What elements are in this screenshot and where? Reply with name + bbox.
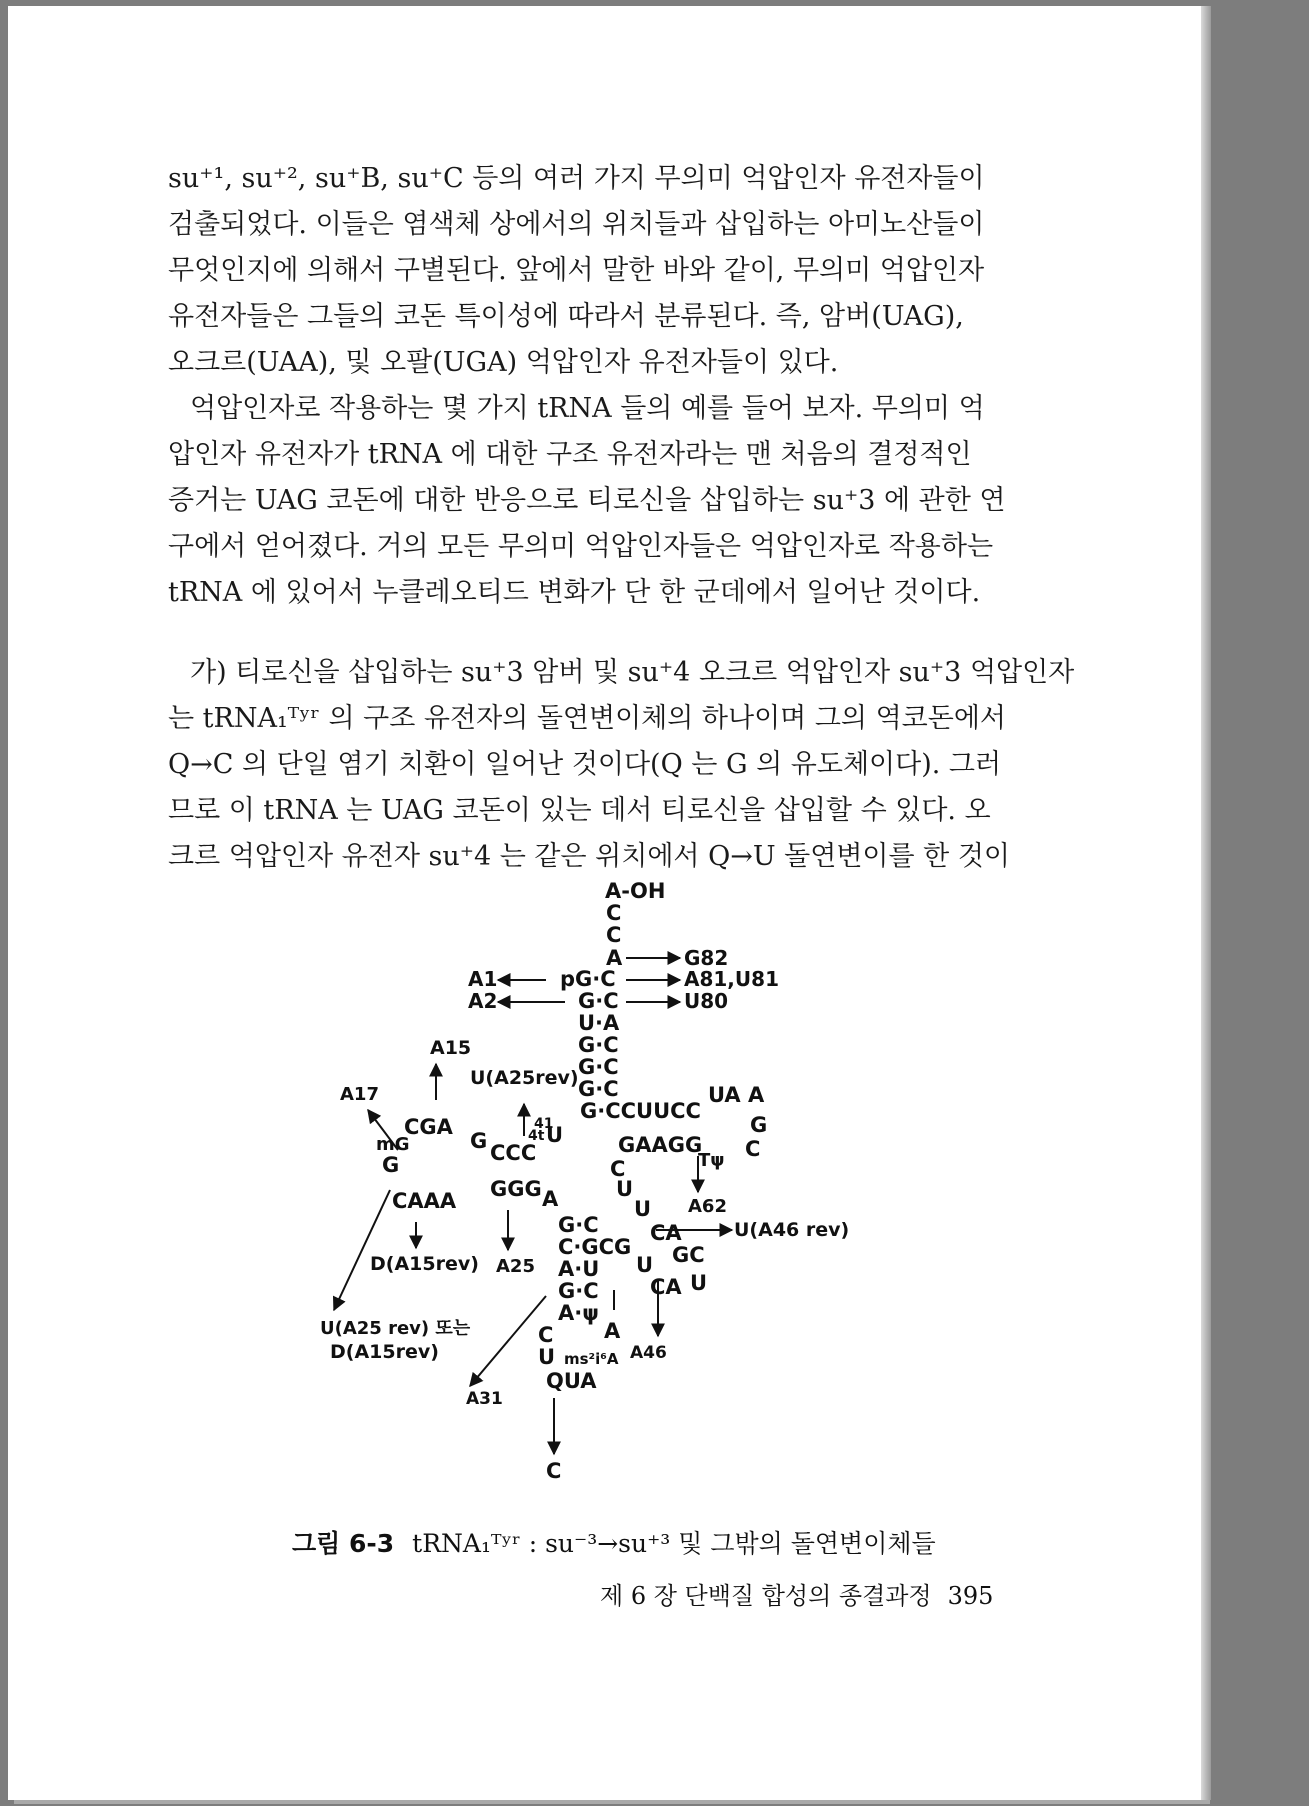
text-line: tRNA 에 있어서 누클레오티드 변화가 단 한 군데에서 일어난 것이다. — [168, 577, 981, 608]
trna-structure-diagram — [320, 870, 880, 1490]
label-a1: A1 — [468, 967, 498, 991]
arrow-u25d — [334, 1190, 390, 1310]
label-a2: A2 — [468, 989, 498, 1013]
label-apsi: A·ψ — [558, 1301, 599, 1325]
label-cu1: C — [610, 1157, 626, 1181]
label-u-var: U — [636, 1253, 654, 1277]
text-line: 압인자 유전자가 tRNA 에 대한 구조 유전자라는 맨 처음의 결정적인 — [168, 439, 972, 470]
text-line: 오크르(UAA), 및 오팔(UGA) 억압인자 유전자들이 있다. — [168, 347, 839, 378]
text-line: 구에서 얻어졌다. 거의 모든 무의미 억압인자들은 억압인자로 작용하는 — [168, 531, 994, 562]
label-u-41: U — [546, 1123, 564, 1147]
page-footer — [600, 1576, 993, 1611]
label-gaagg: GAAGG — [618, 1133, 703, 1157]
label-a62: A62 — [688, 1196, 727, 1217]
label-c2: C — [606, 923, 622, 947]
text-line: Q→C 의 단일 염기 치환이 일어난 것이다(Q 는 G 의 유도체이다). 그러 — [168, 749, 1002, 780]
label-a31: A31 — [466, 1389, 503, 1409]
label-d15: D(A15rev) — [370, 1253, 479, 1275]
text-line: 크르 억압인자 유전자 su⁺4 는 같은 위치에서 Q→U 돌연변이를 한 것이 — [168, 841, 1010, 872]
label-a81: A81,U81 — [684, 967, 779, 991]
label-ccc: CCC — [490, 1141, 537, 1165]
label-c-ac: C — [538, 1323, 554, 1347]
label-gc6: G·C — [558, 1213, 599, 1237]
label-mg: mG — [376, 1134, 410, 1155]
text-line: 는 tRNA₁ᵀʸʳ 의 구조 유전자의 돌연변이체의 하나이며 그의 역코돈에서 — [168, 703, 1006, 734]
label-a-ac: A — [604, 1319, 621, 1343]
label-cu2: U — [616, 1177, 634, 1201]
label-ua-loop: UA A — [708, 1083, 765, 1107]
label-aoh: A-OH — [605, 879, 666, 903]
label-c-loop: C — [745, 1137, 761, 1161]
label-d41b: 4t — [528, 1128, 545, 1144]
text-line: 억압인자로 작용하는 몇 가지 tRNA 들의 예를 들어 보자. 무의미 억 — [190, 393, 985, 424]
label-u-ac: U — [538, 1345, 556, 1369]
label-a46: A46 — [630, 1343, 667, 1363]
label-d15b: D(A15rev) — [330, 1341, 439, 1363]
label-pg: pG·C — [560, 967, 616, 991]
label-cgc: C·GCG — [558, 1235, 632, 1259]
chapter-title: 제 6 장 단백질 합성의 종결과정 — [600, 1582, 932, 1610]
label-cga: CGA — [404, 1115, 453, 1139]
label-a25: A25 — [496, 1256, 535, 1277]
label-gc7: G·C — [558, 1279, 599, 1303]
text-line: 므로 이 tRNA 는 UAG 코돈이 있는 데서 티로신을 삽입할 수 있다. 오 — [168, 795, 991, 826]
text-line: 증거는 UAG 코돈에 대한 반응으로 티로신을 삽입하는 su⁺3 에 관한 연 — [168, 485, 1006, 516]
label-ggg: GGG — [490, 1177, 542, 1201]
text-line: 검출되었다. 이들은 염색체 상에서의 위치들과 삽입하는 아미노산들이 — [168, 209, 985, 240]
label-gc5: G·C — [578, 1077, 619, 1101]
label-gc3: G·C — [578, 1033, 619, 1057]
figure-label: 그림 6-3 — [292, 1529, 395, 1558]
label-u-var2: U — [690, 1271, 708, 1295]
label-g-d: G — [470, 1129, 488, 1153]
arrow-a31 — [470, 1296, 546, 1386]
label-g82: G82 — [684, 946, 729, 970]
label-ca-var: CA — [650, 1221, 682, 1245]
label-ms: ms²i⁶A — [564, 1350, 619, 1368]
label-gc2: G·C — [578, 989, 619, 1013]
label-gc4: G·C — [578, 1055, 619, 1079]
label-qua: QUA — [546, 1369, 597, 1393]
text-line: 무엇인지에 의해서 구별된다. 앞에서 말한 바와 같이, 무의미 억압인자 — [168, 255, 985, 286]
label-au: A·U — [558, 1257, 600, 1281]
page-number: 395 — [947, 1582, 994, 1610]
label-caaa: CAAA — [392, 1189, 457, 1213]
label-g-left: G — [382, 1153, 400, 1177]
label-u25: U(A25rev) — [470, 1067, 579, 1089]
label-ca2: CA — [650, 1275, 682, 1299]
label-a-acc: A — [606, 946, 623, 970]
label-g-loop: G — [750, 1113, 768, 1137]
figure-caption — [292, 1524, 936, 1560]
page-edge — [1201, 6, 1211, 1800]
label-u-v: U — [634, 1197, 652, 1221]
label-ua: U·A — [578, 1011, 620, 1035]
figure-caption-text: tRNA₁ᵀʸʳ : su⁻³→su⁺³ 및 그밖의 돌연변이체들 — [412, 1529, 936, 1558]
label-u80: U80 — [684, 989, 729, 1013]
label-d41: 41 — [534, 1116, 554, 1132]
label-a17: A17 — [340, 1084, 379, 1105]
label-c1: C — [606, 901, 622, 925]
label-a15: A15 — [430, 1037, 472, 1059]
text-line: su⁺¹, su⁺², su⁺B, su⁺C 등의 여러 가지 무의미 억압인자 유전자들이 — [168, 163, 985, 194]
label-a-ggg: A — [542, 1187, 559, 1211]
label-ccuucc: G·CCUUCC — [580, 1099, 701, 1123]
label-tpsi: Tψ — [698, 1150, 725, 1171]
text-line: 유전자들은 그들의 코돈 특이성에 따라서 분류된다. 즉, 암버(UAG), — [168, 301, 964, 332]
label-u25d: U(A25 rev) 또는 — [320, 1318, 471, 1339]
section-heading-line: 가) 티로신을 삽입하는 su⁺3 암버 및 su⁺4 오크르 억압인자 su⁺3 억압인자 — [190, 657, 1075, 688]
label-c-bottom: C — [546, 1459, 562, 1483]
label-u46: U(A46 rev) — [734, 1219, 850, 1241]
label-gc-var: GC — [672, 1243, 705, 1267]
